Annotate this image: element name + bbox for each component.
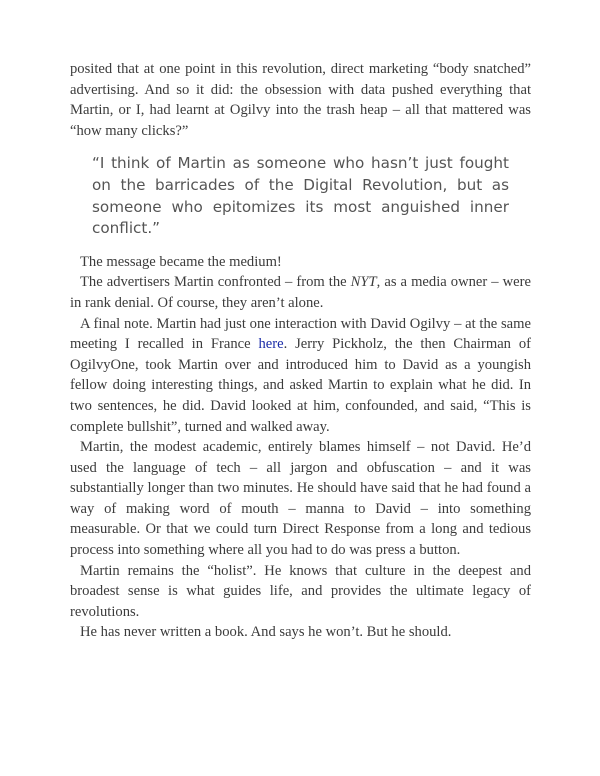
text: , as a media owner – were in rank denial. Of course, they aren’t alone. xyxy=(70,274,531,311)
paragraph-advertisers xyxy=(70,272,531,313)
paragraph-continued: posited that at one point in this revolution, direct marketing “body snatched” advertising. And so it did: the obsession with data pushed everything that Martin, or I, had learnt at Ogilvy into the trash heap – all that mattered was “how many clicks?” xyxy=(70,61,531,139)
text: The advertisers Martin confronted – from the xyxy=(80,274,351,291)
here-link[interactable]: here xyxy=(258,336,284,353)
paragraph-final-note xyxy=(70,314,531,438)
document-page xyxy=(70,59,531,643)
pull-quote: “I think of Martin as someone who hasn’t just fought on the barricades of the Digital Revolution, but as someone who epitomizes its most anguished inner conflict.” xyxy=(92,154,509,238)
text: A final note. Martin had just one interaction with David Ogilvy – at the same meeting I recalled in France xyxy=(70,315,531,353)
paragraph-message: The message became the medium! xyxy=(80,253,282,270)
paragraph-holist: Martin remains the “holist”. He knows that culture in the deepest and broadest sense is what guides life, and provides the ultimate legacy of revolutions. xyxy=(70,562,531,620)
paragraph-book: He has never written a book. And says he won’t. But he should. xyxy=(80,624,452,641)
publication-name: NYT xyxy=(350,274,377,291)
text: . Jerry Pickholz, the then Chairman of OgilvyOne, took Martin over and introduced him to David as a youngish fellow doing interesting things, and asked Martin to explain what he did. In two sentences, he did. David looked at him, confounded, and said, “This is complete bullshit”, turned and walked away. xyxy=(70,336,531,435)
paragraph-modest-academic: Martin, the modest academic, entirely blames himself – not David. He’d used the language of tech – all jargon and obfuscation – and it was substantially longer than two minutes. He should have said that he had found a way of making word of mouth – manna to David – into something measurable. Or that we could turn Direct Response from a long and tedious process into something where all you had to do was press a button. xyxy=(70,439,531,559)
